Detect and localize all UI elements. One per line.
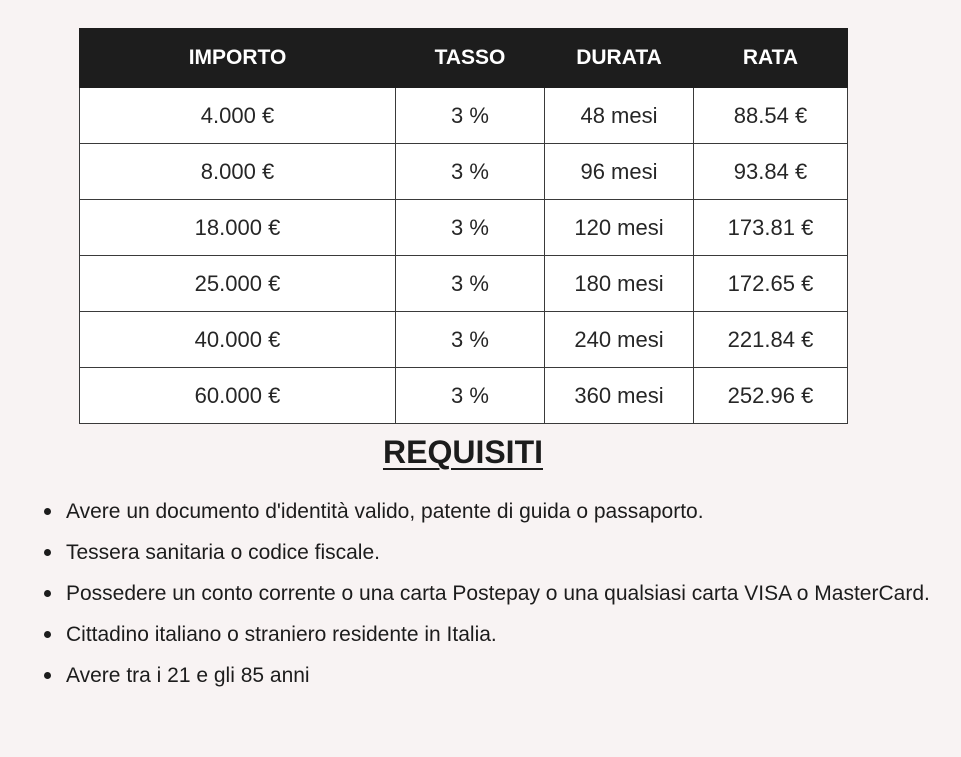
requirement-text: Avere un documento d'identità valido, patente di guida o passaporto. [66, 500, 704, 523]
cell-durata: 240 mesi [545, 312, 694, 368]
cell-tasso: 3 % [396, 368, 545, 424]
cell-rata: 172.65 € [694, 256, 848, 312]
table-row [80, 144, 848, 200]
requirements-title: REQUISITI [382, 434, 543, 470]
requirement-item [40, 614, 961, 655]
cell-durata: 360 mesi [545, 368, 694, 424]
cell-rata: 88.54 € [694, 88, 848, 144]
cell-importo: 25.000 € [80, 256, 396, 312]
table-row [80, 88, 848, 144]
requirement-text: Avere tra i 21 e gli 85 anni [66, 664, 310, 687]
cell-importo: 40.000 € [80, 312, 396, 368]
cell-tasso: 3 % [396, 256, 545, 312]
cell-durata: 48 mesi [545, 88, 694, 144]
bullet-icon [44, 590, 51, 597]
cell-tasso: 3 % [396, 200, 545, 256]
cell-tasso: 3 % [396, 144, 545, 200]
cell-durata: 180 mesi [545, 256, 694, 312]
table-header-row [80, 29, 848, 88]
table-row [80, 256, 848, 312]
requirements-list [40, 491, 961, 696]
cell-importo: 4.000 € [80, 88, 396, 144]
loan-table [79, 28, 848, 424]
cell-durata: 120 mesi [545, 200, 694, 256]
bullet-icon [44, 672, 51, 679]
requirement-item [40, 655, 961, 696]
cell-importo: 18.000 € [80, 200, 396, 256]
bullet-icon [44, 549, 51, 556]
cell-importo: 8.000 € [80, 144, 396, 200]
header-importo: IMPORTO [80, 29, 396, 88]
table-row [80, 312, 848, 368]
requirement-text: Tessera sanitaria o codice fiscale. [66, 541, 380, 564]
cell-rata: 93.84 € [694, 144, 848, 200]
requirement-item [40, 532, 961, 573]
table-row [80, 200, 848, 256]
table-row [80, 368, 848, 424]
cell-tasso: 3 % [396, 88, 545, 144]
cell-rata: 221.84 € [694, 312, 848, 368]
cell-rata: 173.81 € [694, 200, 848, 256]
header-rata: RATA [694, 29, 848, 88]
bullet-icon [44, 631, 51, 638]
header-durata: DURATA [545, 29, 694, 88]
cell-tasso: 3 % [396, 312, 545, 368]
requirement-item [40, 573, 961, 614]
bullet-icon [44, 508, 51, 515]
header-tasso: TASSO [396, 29, 545, 88]
requirement-item [40, 491, 961, 532]
cell-importo: 60.000 € [80, 368, 396, 424]
cell-durata: 96 mesi [545, 144, 694, 200]
cell-rata: 252.96 € [694, 368, 848, 424]
requirement-text: Possedere un conto corrente o una carta Postepay o una qualsiasi carta VISA o MasterCard. [66, 582, 930, 605]
requirement-text: Cittadino italiano o straniero residente in Italia. [66, 623, 497, 646]
